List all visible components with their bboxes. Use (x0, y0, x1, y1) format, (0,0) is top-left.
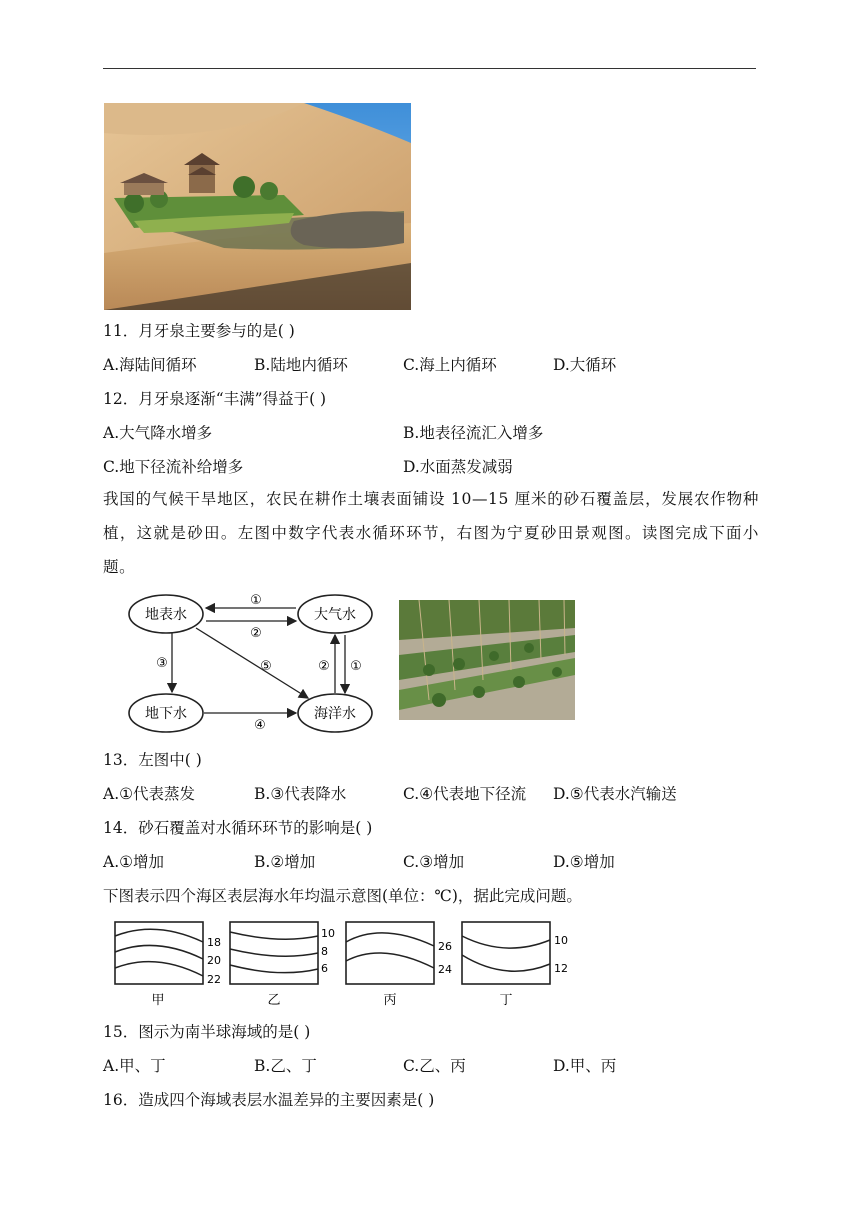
passage-sand-field: 我国的气候干旱地区，农民在耕作土壤表面铺设 10—15 厘米的砂石覆盖层，发展农作物种植，这就是砂田。左图中数字代表水循环环节，右图为宁夏砂田景观图。读图完成下面小题。 (103, 490, 759, 576)
water-cycle-diagram (120, 588, 390, 738)
node-atmosphere-label: 大气水 (314, 607, 356, 623)
arrow-1-right-label: ① (350, 659, 362, 674)
q12-option-a[interactable]: A.大气降水增多 (103, 424, 213, 442)
panel-bing (346, 922, 452, 1008)
ding-value-2: 12 (554, 962, 568, 975)
q15-option-a[interactable]: A.甲、丁 (103, 1057, 166, 1075)
bing-value-2: 24 (438, 963, 452, 976)
jia-label: 甲 (151, 993, 165, 1008)
panel-jia (115, 922, 221, 1008)
isotherm-diagrams (110, 918, 580, 1010)
yi-value-1: 10 (321, 927, 335, 940)
q13-option-c[interactable]: C.④代表地下径流 (403, 785, 527, 803)
q14-option-d[interactable]: D.⑤增加 (553, 853, 615, 871)
arrow-4-label: ④ (254, 718, 266, 733)
crescent-lake-photo (104, 103, 411, 310)
q13-stem: 13．左图中( ) (103, 751, 202, 769)
q12-option-c[interactable]: C.地下径流补给增多 (103, 458, 244, 476)
arrow-1-top-label: ① (250, 593, 262, 608)
q12-stem: 12．月牙泉逐渐“丰满”得益于( ) (103, 390, 327, 408)
q16-stem: 16．造成四个海域表层水温差异的主要因素是( ) (103, 1091, 435, 1109)
q11-stem: 11．月牙泉主要参与的是( ) (103, 322, 295, 340)
q13-option-a[interactable]: A.①代表蒸发 (103, 785, 196, 803)
yi-value-3: 6 (321, 962, 328, 975)
jia-value-2: 20 (207, 954, 221, 967)
ding-value-1: 10 (554, 934, 568, 947)
q15-option-c[interactable]: C.乙、丙 (403, 1057, 466, 1075)
jia-value-3: 22 (207, 973, 221, 986)
arrow-2-top-label: ② (250, 626, 262, 641)
q11-option-a[interactable]: A.海陆间循环 (103, 356, 197, 374)
arrow-5-label: ⑤ (260, 659, 272, 674)
yi-value-2: 8 (321, 945, 328, 958)
arrow-3-label: ③ (156, 656, 168, 671)
q12-option-d[interactable]: D.水面蒸发减弱 (403, 458, 513, 476)
arrow-2-right-label: ② (318, 659, 330, 674)
sand-field-photo (399, 600, 575, 720)
q14-stem: 14．砂石覆盖对水循环环节的影响是( ) (103, 819, 373, 837)
header-rule (103, 68, 756, 69)
bing-label: 丙 (383, 993, 397, 1008)
q15-option-d[interactable]: D.甲、丙 (553, 1057, 617, 1075)
q11-option-c[interactable]: C.海上内循环 (403, 356, 497, 374)
q14-option-a[interactable]: A.①增加 (103, 853, 165, 871)
node-surface-label: 地表水 (145, 607, 187, 623)
q14-option-b[interactable]: B.②增加 (254, 853, 316, 871)
q14-option-c[interactable]: C.③增加 (403, 853, 465, 871)
q13-option-d[interactable]: D.⑤代表水汽输送 (553, 785, 677, 803)
panel-ding (462, 922, 568, 1008)
q15-stem: 15．图示为南半球海域的是( ) (103, 1023, 311, 1041)
q15-option-b[interactable]: B.乙、丁 (254, 1057, 317, 1075)
q11-option-b[interactable]: B.陆地内循环 (254, 356, 348, 374)
node-ground-label: 地下水 (145, 706, 187, 722)
yi-label: 乙 (267, 993, 281, 1008)
jia-value-1: 18 (207, 936, 221, 949)
ding-label: 丁 (499, 993, 513, 1008)
q11-option-d[interactable]: D.大循环 (553, 356, 617, 374)
q12-option-b[interactable]: B.地表径流汇入增多 (403, 424, 544, 442)
q13-option-b[interactable]: B.③代表降水 (254, 785, 347, 803)
passage-isotherms: 下图表示四个海区表层海水年均温示意图(单位：℃)，据此完成问题。 (103, 887, 582, 905)
bing-value-1: 26 (438, 940, 452, 953)
panel-yi (230, 922, 335, 1008)
node-ocean-label: 海洋水 (314, 706, 356, 722)
